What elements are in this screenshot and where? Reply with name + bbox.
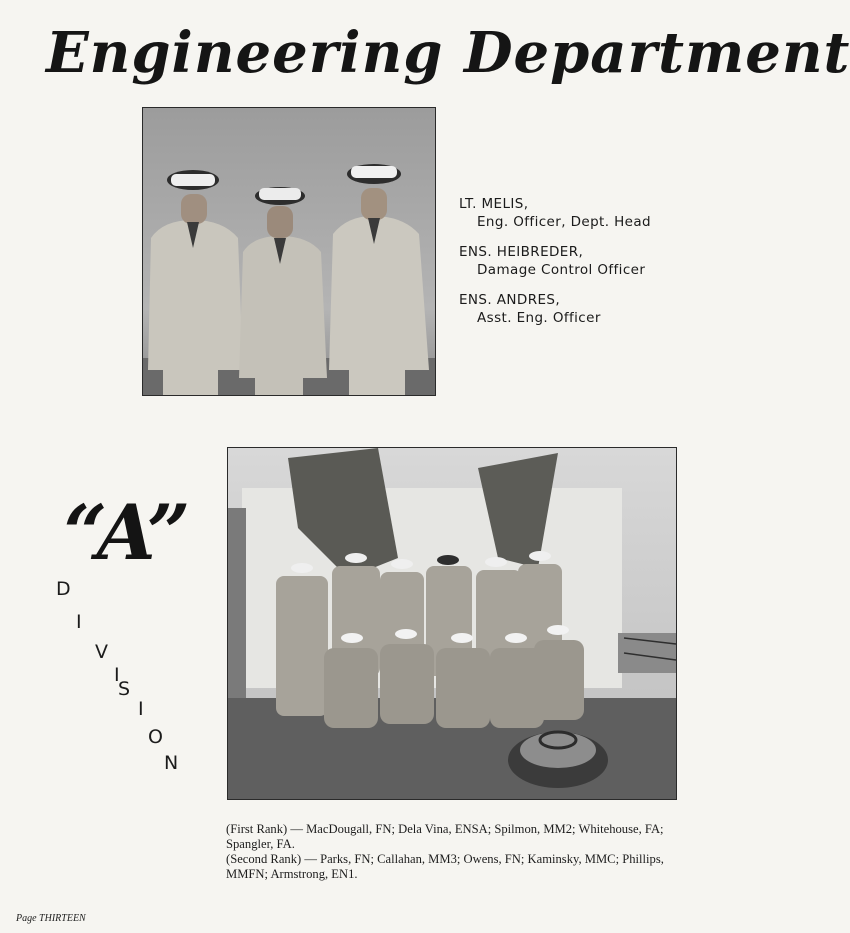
caption-first-rank: (First Rank) — MacDougall, FN; Dela Vina, ENSA; Spilmon, MM2; Whitehouse, FA; Spangler, FA.: [226, 822, 664, 851]
officer-name: ENS. HEIBREDER,: [459, 244, 584, 260]
officer-role: Damage Control Officer: [477, 262, 646, 278]
officer-role: Eng. Officer, Dept. Head: [477, 214, 652, 230]
officer-entry: [459, 195, 689, 231]
division-word-letter: D: [56, 578, 71, 600]
division-photo: [227, 447, 677, 800]
division-word-letter: I: [114, 664, 120, 686]
officer-name: LT. MELIS,: [459, 196, 529, 212]
page-title: Engineering Department: [46, 20, 850, 86]
sailors-front-row: [324, 640, 584, 728]
officer-entry: [459, 243, 689, 279]
division-word-letter: I: [138, 698, 144, 720]
division-word-letter: O: [148, 726, 163, 748]
division-word-letter: V: [95, 641, 108, 663]
officer-name: ENS. ANDRES,: [459, 292, 561, 308]
division-word-letter: S: [118, 678, 131, 700]
officer-entry: [459, 291, 689, 327]
photo-caption: [226, 822, 676, 882]
officers-list: [459, 195, 689, 339]
page-folio: Page THIRTEEN: [16, 913, 86, 924]
division-word-letter: I: [76, 611, 82, 633]
officer-role: Asst. Eng. Officer: [477, 310, 601, 326]
officers-photo: [142, 107, 436, 396]
caption-second-rank: (Second Rank) — Parks, FN; Callahan, MM3; Owens, FN; Kaminsky, MMC; Phillips, MMFN; Armstrong, EN1.: [226, 852, 664, 881]
division-word-letter: N: [164, 752, 179, 774]
division-letter: “A”: [63, 488, 191, 577]
